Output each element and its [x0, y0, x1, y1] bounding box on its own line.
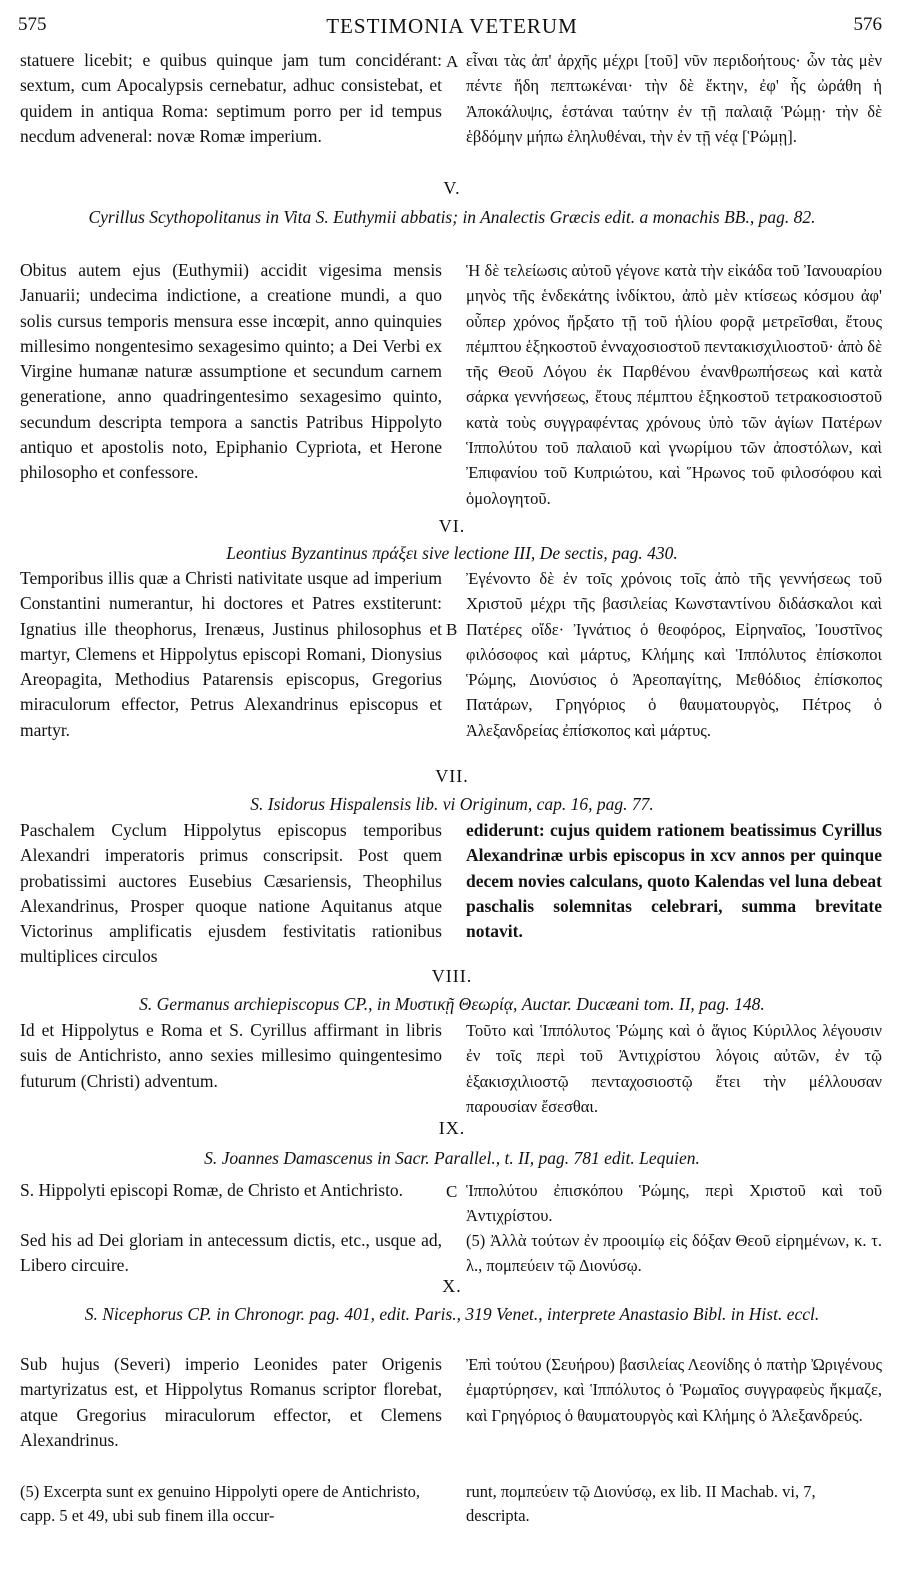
section-number-vi: VI. — [438, 516, 466, 536]
intro-greek: εἶναι τὰς ἀπ' ἀρχῆς μέχρι [τοῦ] νῦν περιδοήτους· ὧν τὰς μὲν πέντε ἤδη πεπτωκέναι· τὴν δὲ ἕκτην, ἐφ' ἧς ὠράθη ἡ Ἀποκάλυψις, ἑστάναι ταύτην ἐν τῇ παλαιᾷ Ῥώμῃ· τὴν δὲ ἑβδόμην μήπω ἐληλυθέναι, τὴν ἐν τῇ νέᾳ [Ῥώμῃ]. — [466, 51, 882, 146]
footnote-right: runt, πομπεύειν τῷ Διονύσῳ, ex lib. II Machab. vi, 7, descripta. — [466, 1482, 816, 1525]
section-vii-source — [40, 792, 864, 817]
section-x-source — [40, 1302, 864, 1327]
section-x-latin: Sub hujus (Severi) imperio Leonides pater Origenis martyrizatus est, et Hippolytus Romanus scriptor florebat, atque Gregorius miraculorum effector, et Clemens Alexandrinus. — [20, 1354, 442, 1450]
page-title: TESTIMONIA VETERUM — [326, 14, 578, 38]
section-v-source-text: Cyrillus Scythopolitanus in Vita S. Euthymii abbatis; in Analectis Græcis edit. a monachis BB., pag. 82. — [88, 207, 816, 227]
running-header — [14, 14, 890, 40]
section-v-latin: Obitus autem ejus (Euthymii) accidit vigesima mensis Januarii; undecima indictione, a creatione mundi, a quo solis cursus temporis mensura esse incœpit, anno quinquies millesimo nongentesimo sexagesimo quinto; a Dei Verbi ex Virgine humanæ naturæ assumptione et secundum carnem generatione, anno quadringentesimo sexagesimo quinto, secundum descripta tempora a sanctis Patribus Hippolyto antiquo et apostolis noto, Epiphanio Cypriota, et Herone philosopho et confessore. — [20, 260, 442, 483]
section-v-source — [40, 205, 864, 230]
section-ix-greek-text: (5) Ἀλλὰ τούτων ἐν προοιμίῳ εἰς δόξαν Θεοῦ εἰρημένων, κ. τ. λ., πομπεύειν τῷ Διονύσῳ. — [466, 1231, 882, 1276]
footnote-left: (5) Excerpta sunt ex genuino Hippolyti opere de Antichristo, capp. 5 et 49, ubi sub finem illa occur- — [20, 1482, 421, 1525]
section-ix-greek-title: Ἱππολύτου ἐπισκόπου Ῥώμης, περὶ Χριστοῦ καὶ τοῦ Ἀντιχρίστου. — [466, 1181, 882, 1226]
section-x-greek: Ἐπὶ τούτου (Σευήρου) βασιλείας Λεονίδης ὁ πατὴρ Ὠριγένους ἐμαρτύρησεν, καὶ Ἱππόλυτος ὁ Ῥωμαῖος συγγραφεὺς ἤκμαζε, καὶ Γρηγόριος ὁ θαυματουργὸς καὶ Κλήμης ὁ Ἀλεξανδρεύς. — [466, 1355, 882, 1425]
section-vi-source-text: Leontius Byzantinus πράξει sive lectione III, De sectis, pag. 430. — [226, 543, 678, 563]
section-x-source-text: S. Nicephorus CP. in Chronogr. pag. 401, edit. Paris., 319 Venet., interprete Anastasio Bibl. in Hist. eccl. — [84, 1304, 820, 1324]
section-ix-latin-text: Sed his ad Dei gloriam in antecessum dictis, etc., usque ad, Libero circuire. — [20, 1230, 442, 1276]
section-viii-greek: Τοῦτο καὶ Ἱππόλυτος Ῥώμης καὶ ὁ ἅγιος Κύριλλος λέγουσιν ἐν τοῖς περὶ τοῦ Ἀντιχρίστου λόγοις αὐτῶν, ἐν τῷ ἑξακισχιλιοστῷ πενταχοσιοστῷ ἔτει τὴν μέλλουσαν παρουσίαν ἔσεσθαι. — [466, 1021, 882, 1116]
section-vi-greek: Ἐγένοντο δὲ ἐν τοῖς χρόνοις τοῖς ἀπὸ τῆς γεννήσεως τοῦ Χριστοῦ μέχρι τῆς βασιλείας Κωνσταντίνου διδάσκαλοι καὶ Πατέρες οἴδε· Ἰγνάτιος ὁ θεοφόρος, Εἰρηναῖος, Ἰουστῖνος φιλόσοφος καὶ μάρτυς, Κλήμης καὶ Ἱππόλυτος ἐπίσκοποι Ῥώμης, Διονύσιος ὁ Ἀρεοπαγίτης, Μεθόδιος ἐπίσκοπος Πατάρων, Γρηγόριος ὁ θαυματουργὸς, Πέτρος ὁ Ἀλεξανδρείας ἐπίσκοπος καὶ μάρτυς. — [466, 569, 882, 740]
section-vi-source — [40, 541, 864, 566]
page-number-left: 575 — [18, 14, 47, 35]
section-ix-source-text: S. Joannes Damascenus in Sacr. Parallel., t. II, pag. 781 edit. Lequien. — [204, 1148, 700, 1168]
section-v-greek: Ἡ δὲ τελείωσις αὐτοῦ γέγονε κατὰ τὴν εἰκάδα τοῦ Ἰανουαρίου μηνὸς τῆς ἑνδεκάτης ἰνδίκτου, ἀπὸ μὲν κτίσεως κόσμου ἀφ' οὗπερ χρόνος ἤρξατο τῇ τοῦ ἡλίου φορᾷ μετρεῖσθαι, ἔτους πέμπτου ἑξηκοστοῦ ἐνναχοσιοστοῦ πεντακισχιλιοστοῦ· ἀπὸ δὲ τῆς Θεοῦ Λόγου ἐκ Παρθένου ἐνανθρωπήσεως καὶ κατὰ σάρκα γεννήσεως, ἔτους πέμπτου ἑξηκοστοῦ τετρακοσιοστοῦ κατὰ τοὺς συγγραφέντας χρόνους ὑπὸ τῶν ἁγίων Πατέρων Ἱππολύτου τοῦ παλαιοῦ καὶ γνωρίμου τῶν ἀποστόλων, καὶ Ἐπιφανίου τοῦ Κυπριώτου, καὶ Ἥρωνος τοῦ φιλοσόφου καὶ ὁμολογητοῦ. — [466, 261, 882, 508]
intro-latin: statuere licebit; e quibus quinque jam tum concidérant: sextum, cum Apocalypsis cernebatur, adhuc consistebat, et quidem in antiqua Roma: septimum porro per id tempus necdum adveneral: novæ Romæ imperium. — [20, 50, 442, 146]
section-viii-source — [40, 992, 864, 1017]
section-vii-source-text: S. Isidorus Hispalensis lib. vi Originum, cap. 16, pag. 77. — [250, 794, 654, 814]
section-number-ix: IX. — [438, 1118, 466, 1138]
section-viii-source-text: S. Germanus archiepiscopus CP., in Μυστικῇ Θεωρίᾳ, Auctar. Ducæani tom. II, pag. 148. — [139, 994, 765, 1014]
margin-letter-c: C — [446, 1182, 458, 1201]
section-vii-latin: Paschalem Cyclum Hippolytus episcopus temporibus Alexandri imperatoris primus conscripsit. Post quem probatissimi auctores Eusebius Cæsariensis, Theophilus Alexandrinus, Prosper quoque natione Aquitanus atque Victorinus amplificatis ejusdem festivitatis rationibus multiplices circulos — [20, 820, 442, 967]
section-viii-latin: Id et Hippolytus e Roma et S. Cyrillus affirmant in libris suis de Antichristo, anno sexies millesimo quingentesimo futurum (Christi) adventum. — [20, 1020, 442, 1091]
section-number-x: X. — [442, 1276, 462, 1296]
section-vii-latin-cont: ediderunt: cujus quidem rationem beatissimus Cyrillus Alexandrinæ urbis episcopus in xcv annos per quinque decem novies calculans, quoto Kalendas vel luna debeat paschalis solemnitas celebrari, summa brevitate notavit. — [466, 820, 882, 942]
section-number-viii: VIII. — [431, 966, 473, 986]
section-ix-latin-title: S. Hippolyti episcopi Romæ, de Christo et Antichristo. — [20, 1180, 404, 1200]
section-vi-latin: Temporibus illis quæ a Christi nativitate usque ad imperium Constantini numerantur, hi doctores et Patres exstiterunt: Ignatius ille theophorus, Irenæus, Justinus philosophus et martyr, Clemens et Hippolytus episcopi Romani, Dionysius Areopagita, Methodius Patarensis episcopus, Gregorius miraculorum effector, Petrus Alexandrinus episcopus et martyr. — [20, 568, 442, 740]
section-ix-source — [40, 1146, 864, 1171]
margin-letter-a: A — [446, 52, 459, 71]
margin-letter-b: B — [446, 620, 458, 639]
section-number-vii: VII. — [435, 766, 469, 786]
section-number-v: V. — [443, 178, 461, 198]
page-number-right: 576 — [853, 14, 882, 35]
